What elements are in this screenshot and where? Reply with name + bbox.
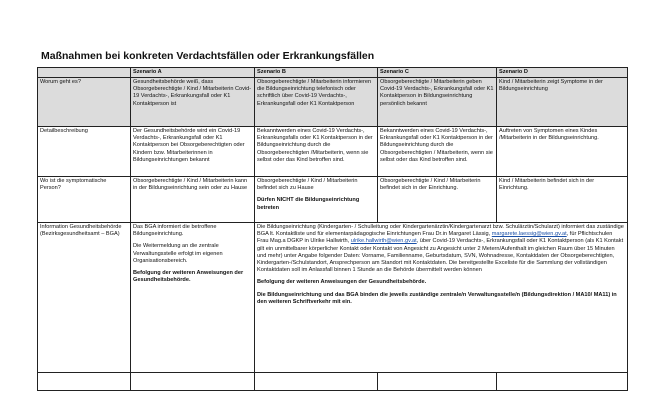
row-label: Information Gesundheitsbehörde (Bezirksgesundheitsamt – BGA) xyxy=(38,223,131,373)
cell-text: Die Bildungseinrichtung (Kindergarten- / Schulleitung oder Kindergartenärztin/Kindergartenarzt bzw. Schulärztin/Schularzt) informiert das zuständige BGA lt. Kontaktliste und für elementarpädagogische Einrichtungen Frau Dr.in Margaret Lässig, xyxy=(257,224,624,238)
document-title: Maßnahmen bei konkreten Verdachtsfällen oder Erkrankungsfällen xyxy=(41,50,375,62)
table-cell: Der Gesundheitsbehörde wird ein Covid-19 Verdachts-, Erkrankungsfall oder K1 Kontaktperson bei Obsorgeberechtigten oder Kindern bzw. Mitarbeiterinnen in Bildungseinrichtungen bekannt xyxy=(131,127,255,177)
table-cell xyxy=(497,373,628,391)
table-cell: Kind / Mitarbeiterin zeigt Symptome in der Bildungseinrichtung xyxy=(497,78,628,127)
cell-text: Die Weitermeldung an die zentrale Verwaltungsstelle erfolgt im eigenen Organisationsbereich. xyxy=(133,243,223,264)
cell-text: Obsorgeberechtigte / Kind / Mitarbeiterin befindet sich zu Hause xyxy=(257,178,358,192)
table-row xyxy=(38,127,628,177)
cell-text: Befolgung der weiteren Anweisungen der Gesundheitsbehörde. xyxy=(133,270,244,284)
table-cell: Auftreten von Symptomen eines Kindes /Mitarbeiterin in der Bildungseinrichtung. xyxy=(497,127,628,177)
table-cell xyxy=(131,373,255,391)
row-label: Detailbeschreibung xyxy=(38,127,131,177)
table-cell: Obsorgeberechtigte / Mitarbeiterin geben Covid-19 Verdachts-, Erkrankungsfall oder K1 Kontaktperson in Bildungseinrichtung persönlich bekannt xyxy=(378,78,497,127)
table-cell xyxy=(378,373,497,391)
table-header-row xyxy=(38,68,628,78)
email-link-laessig[interactable]: margarete.laessig@wien.gv.at xyxy=(491,231,567,238)
table-cell xyxy=(255,177,378,223)
table-row xyxy=(38,78,628,127)
cell-paragraph xyxy=(257,224,625,274)
cell-text: Befolgung der weiteren Anweisungen der Gesundheitsbehörde. xyxy=(257,279,427,286)
table-cell: Kind / Mitarbeiterin befindet sich in der Einrichtung. xyxy=(497,177,628,223)
table-cell: Gesundheitsbehörde weiß, dass Obsorgeberechtigte / Kind / Mitarbeiterin Covid-19 Verdachts-, Erkrankungsfall oder K1 Kontaktperson ist xyxy=(131,78,255,127)
table-row xyxy=(38,223,628,373)
table-cell: Obsorgeberechtigte / Kind / Mitarbeiterin kann in der Bildungseinrichtung sein oder zu Hause xyxy=(131,177,255,223)
table-row xyxy=(38,177,628,223)
table-cell: Obsorgeberechtigte / Kind / Mitarbeiterin befindet sich in der Einrichtung. xyxy=(378,177,497,223)
table-cell xyxy=(131,223,255,373)
table-cell: Obsorgeberechtigte / Mitarbeiterin informieren die Bildungseinrichtung telefonisch oder schriftlich über Covid-19 Verdachts-, Erkrankungsfall oder K1 Kontaktperson xyxy=(255,78,378,127)
header-szenario-c: Szenario C xyxy=(378,68,497,78)
table-cell: Bekanntwerden eines Covid-19 Verdachts-, Erkrankungsfall oder K1 Kontaktperson in der Bildungseinrichtung durch die Obsorgeberechtigten / Mitarbeiterin, wenn sie selbst oder das Kind betroffen sind. xyxy=(378,127,497,177)
row-label: Wo ist die symptomatische Person? xyxy=(38,177,131,223)
email-link-hallwirth[interactable]: ulrike.hallwirth@wien.gv.at xyxy=(350,238,417,245)
row-label: Worum geht es? xyxy=(38,78,131,127)
cell-text: Die Bildungseinrichtung und das BGA binden die jeweils zuständige zentrale/n Verwaltungsstelle/n (Bildungsdirektion / MA10/ MA11) in den weiteren Schriftverkehr mit ein. xyxy=(257,291,617,305)
header-szenario-b: Szenario B xyxy=(255,68,378,78)
cell-text: Das BGA informiert die betroffene Bildungseinrichtung. xyxy=(133,224,217,238)
header-empty-cell xyxy=(38,68,131,78)
table-row-empty xyxy=(38,373,628,391)
table-cell: Bekanntwerden eines Covid-19 Verdachts-, Erkrankungsfalls oder K1 Kontaktperson in der Bildungseinrichtung durch die Obsorgeberechtigten /Mitarbeiterin, wenn sie selbst oder das Kind betroffen sind. xyxy=(255,127,378,177)
merged-cell-b-d xyxy=(255,223,628,373)
header-szenario-a: Szenario A xyxy=(131,68,255,78)
cell-text: , für Pflichtschulen Frau Mag.a DGKP in Ulrike Hallwirth, xyxy=(257,231,613,245)
table-cell xyxy=(38,373,131,391)
cell-text: , über Covid-19 Verdachts-, Erkrankungsfall oder K1 Kontaktperson (als K1 Kontakt gilt ein unmittelbarer körperlicher Kontakt oder Kontakt von Angesicht zu Angesicht unter 2 Metern/Aufenthalt im gleichen Raum über 15 Minuten und mehr) unter Angabe folgender Daten: Vorname, Familienname, Geburtsdatum, SVN, Wohnadresse, Kontaktdaten der Obsorgeberechtigten, Kindergarten-/Schulstandort, Ansprechperson am Standort mit Kontaktdaten. Die bereitgestellte Exceliste für die Sammlung der vollständigen Kontaktdaten soll im Anlassfall binnen 1 Stunde an die Behörde übermittelt werden können xyxy=(257,238,624,274)
measures-table xyxy=(37,67,628,391)
header-szenario-d: Szenario D xyxy=(497,68,628,78)
table-cell xyxy=(255,373,378,391)
cell-note: Dürfen NICHT die Bildungseinrichtung betreten xyxy=(257,197,360,211)
